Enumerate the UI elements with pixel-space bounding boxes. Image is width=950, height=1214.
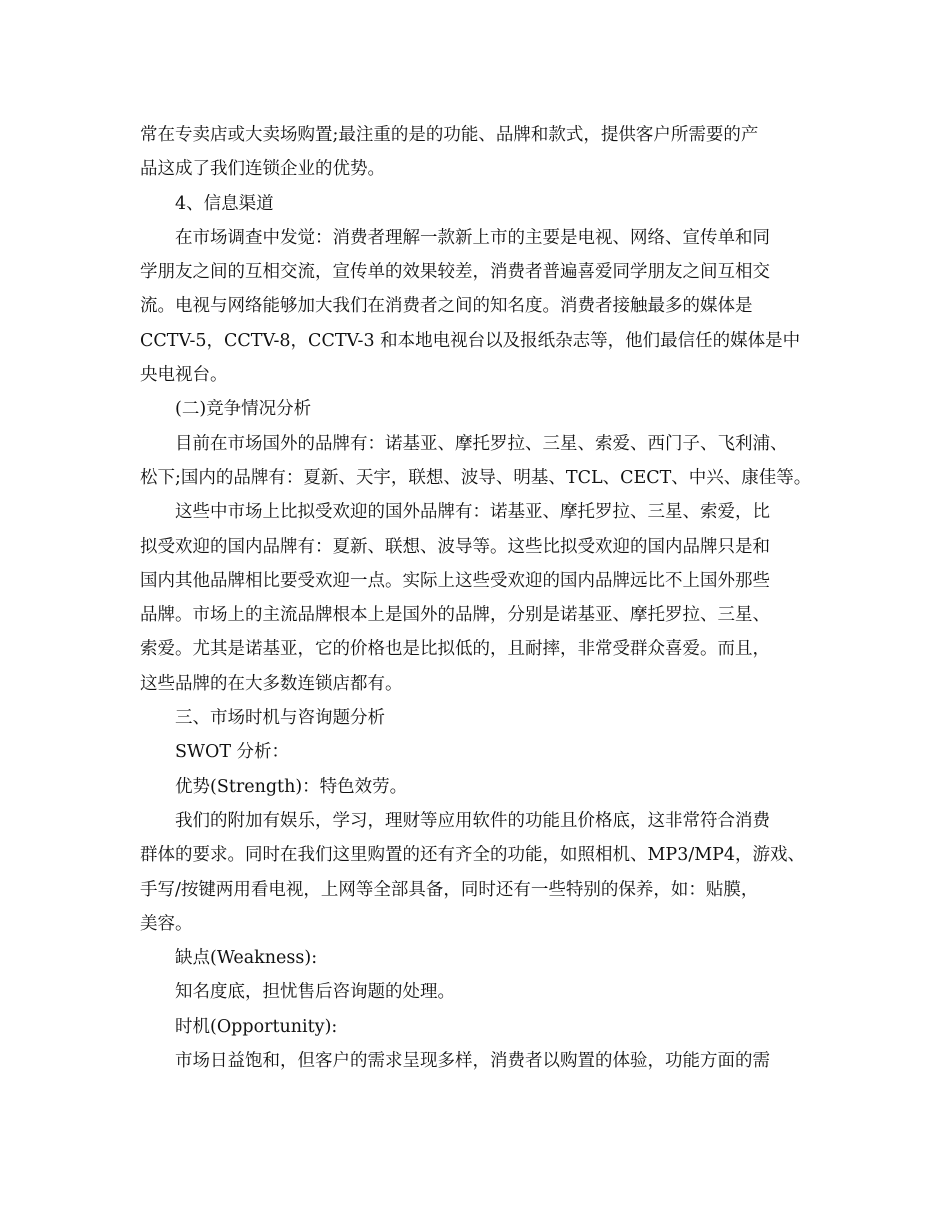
document-line: SWOT 分析： bbox=[175, 742, 290, 763]
document-line: 手写/按键两用看电视，上网等全部具备，同时还有一些特别的保养，如：贴膜， bbox=[140, 879, 759, 900]
document-line: 优势(Strength)：特色效劳。 bbox=[175, 776, 408, 797]
document-line: 常在专卖店或大卖场购置;最注重的是的功能、品牌和款式，提供客户所需要的产 bbox=[140, 125, 759, 145]
document-line: 在市场调查中发觉：消费者理解一款新上市的主要是电视、网络、宣传单和同 bbox=[175, 227, 770, 248]
document-line: 目前在市场国外的品牌有：诺基亚、摩托罗拉、三星、索爱、西门子、飞利浦、 bbox=[175, 433, 788, 454]
document-line: 这些品牌的在大多数连锁店都有。 bbox=[140, 673, 403, 694]
document-line: 索爱。尤其是诺基亚，它的价格也是比拟低的，且耐摔，非常受群众喜爱。而且， bbox=[140, 639, 770, 660]
document-body bbox=[140, 118, 830, 1078]
document-line: 美容。 bbox=[140, 913, 193, 934]
document-line: 学朋友之间的互相交流，宣传单的效果较差，消费者普遍喜爱同学朋友之间互相交 bbox=[140, 262, 770, 283]
document-line: 品这成了我们连锁企业的优势。 bbox=[140, 159, 385, 180]
document-line: 我们的附加有娱乐，学习，理财等应用软件的功能且价格底，这非常符合消费 bbox=[175, 810, 770, 831]
document-line: 三、市场时机与咨询题分析 bbox=[175, 708, 385, 729]
document-line: 知名度底，担忧售后咨询题的处理。 bbox=[175, 982, 455, 1003]
document-line: 国内其他品牌相比要受欢迎一点。实际上这些受欢迎的国内品牌远比不上国外那些 bbox=[140, 570, 770, 591]
document-line: 这些中市场上比拟受欢迎的国外品牌有：诺基亚、摩托罗拉、三星、索爱，比 bbox=[175, 502, 770, 523]
document-line: 松下;国内的品牌有：夏新、天宇，联想、波导、明基、TCL、CECT、中兴、康佳等。 bbox=[140, 467, 812, 488]
document-line: 流。电视与网络能够加大我们在消费者之间的知名度。消费者接触最多的媒体是 bbox=[140, 296, 753, 317]
document-line: 市场日益饱和，但客户的需求呈现多样，消费者以购置的体验，功能方面的需 bbox=[175, 1051, 770, 1072]
document-line: 拟受欢迎的国内品牌有：夏新、联想、波导等。这些比拟受欢迎的国内品牌只是和 bbox=[140, 536, 770, 557]
document-line: 缺点(Weakness): bbox=[175, 948, 318, 969]
document-line: 品牌。市场上的主流品牌根本上是国外的品牌，分别是诺基亚、摩托罗拉、三星、 bbox=[140, 605, 770, 626]
document-line: 4、信息渠道 bbox=[175, 193, 274, 214]
document-line: 时机(Opportunity): bbox=[175, 1016, 338, 1037]
document-line: CCTV-5，CCTV-8，CCTV-3 和本地电视台以及报纸杂志等，他们最信任的媒体是中 bbox=[140, 330, 801, 351]
document-line: 央电视台。 bbox=[140, 365, 228, 386]
document-line: (二)竞争情况分析 bbox=[175, 399, 312, 420]
document-line: 群体的要求。同时在我们这里购置的还有齐全的功能，如照相机、MP3/MP4，游戏、 bbox=[140, 845, 806, 866]
